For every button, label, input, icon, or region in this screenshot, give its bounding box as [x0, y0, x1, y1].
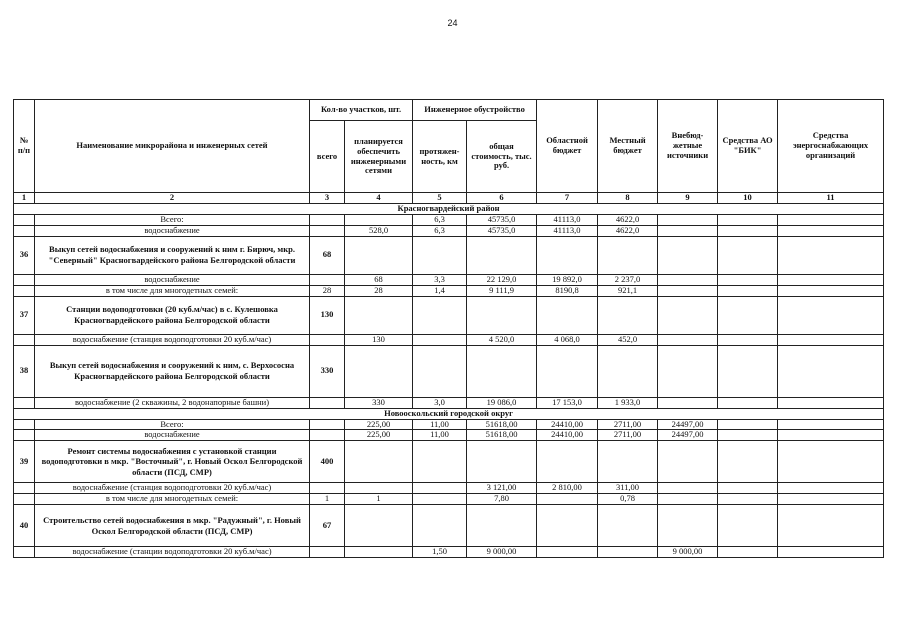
value-cell	[718, 483, 778, 494]
column-number-cell: 4	[345, 193, 413, 204]
value-cell	[14, 214, 35, 225]
value-cell	[778, 345, 884, 397]
value-cell	[310, 214, 345, 225]
value-cell: 311,00	[598, 483, 658, 494]
value-cell	[537, 345, 598, 397]
header-offbudget: Внебюд-жетные источники	[658, 100, 718, 193]
value-cell	[658, 494, 718, 505]
header-local-budget: Местный бюджет	[598, 100, 658, 193]
value-cell	[14, 494, 35, 505]
value-cell	[345, 505, 413, 547]
detail-row	[14, 494, 884, 505]
value-cell: 11,00	[413, 430, 467, 441]
column-number-row	[14, 193, 884, 204]
detail-row	[14, 547, 884, 558]
header-total: всего	[310, 121, 345, 193]
value-cell: 2 810,00	[537, 483, 598, 494]
value-cell: 2711,00	[598, 430, 658, 441]
column-number-cell: 10	[718, 193, 778, 204]
page-number: 24	[447, 18, 458, 28]
value-cell	[14, 285, 35, 296]
total-row	[14, 214, 884, 225]
value-cell: 3 121,00	[467, 483, 537, 494]
value-cell	[413, 334, 467, 345]
value-cell	[718, 214, 778, 225]
value-cell: 6,3	[413, 214, 467, 225]
value-cell: 4622,0	[598, 225, 658, 236]
value-cell	[718, 236, 778, 274]
value-cell: 9 000,00	[658, 547, 718, 558]
value-cell: 22 129,0	[467, 274, 537, 285]
value-cell	[14, 419, 35, 430]
project-row	[14, 441, 884, 483]
value-cell: 4 068,0	[537, 334, 598, 345]
value-cell: 24410,00	[537, 419, 598, 430]
value-cell	[310, 547, 345, 558]
value-cell: 9 111,9	[467, 285, 537, 296]
value-cell	[467, 296, 537, 334]
value-cell	[778, 419, 884, 430]
value-cell: 400	[310, 441, 345, 483]
value-cell	[413, 296, 467, 334]
header-cost: общая стоимость, тыс. руб.	[467, 121, 537, 193]
value-cell	[310, 397, 345, 408]
value-cell: 17 153,0	[537, 397, 598, 408]
value-cell: 7,80	[467, 494, 537, 505]
row-name-cell: Всего:	[35, 214, 310, 225]
value-cell	[658, 296, 718, 334]
value-cell: 1,4	[413, 285, 467, 296]
value-cell	[658, 397, 718, 408]
value-cell	[718, 274, 778, 285]
value-cell	[345, 441, 413, 483]
value-cell	[14, 430, 35, 441]
value-cell: 68	[310, 236, 345, 274]
value-cell: 1	[310, 494, 345, 505]
value-cell	[778, 547, 884, 558]
value-cell	[598, 441, 658, 483]
section-row	[14, 203, 884, 214]
value-cell	[718, 505, 778, 547]
value-cell	[718, 547, 778, 558]
column-number-cell: 1	[14, 193, 35, 204]
column-number-cell: 7	[537, 193, 598, 204]
project-row	[14, 296, 884, 334]
value-cell	[14, 547, 35, 558]
value-cell	[467, 441, 537, 483]
value-cell	[598, 505, 658, 547]
value-cell	[14, 274, 35, 285]
value-cell	[537, 547, 598, 558]
value-cell	[537, 494, 598, 505]
value-cell	[658, 225, 718, 236]
value-cell: 452,0	[598, 334, 658, 345]
value-cell: 24410,00	[537, 430, 598, 441]
value-cell: 9 000,00	[467, 547, 537, 558]
value-cell	[718, 334, 778, 345]
value-cell	[598, 296, 658, 334]
value-cell	[467, 236, 537, 274]
value-cell: 38	[14, 345, 35, 397]
value-cell	[778, 236, 884, 274]
value-cell	[598, 345, 658, 397]
column-number-cell: 6	[467, 193, 537, 204]
value-cell	[718, 441, 778, 483]
section-row	[14, 408, 884, 419]
value-cell: 130	[310, 296, 345, 334]
value-cell	[658, 334, 718, 345]
header-name: Наименование микрорайона и инженерных сетей	[35, 100, 310, 193]
detail-row	[14, 483, 884, 494]
header-bik: Средства АО "БИК"	[718, 100, 778, 193]
value-cell	[413, 494, 467, 505]
value-cell	[14, 483, 35, 494]
value-cell	[718, 296, 778, 334]
section-title: Новооскольский городской округ	[14, 408, 884, 419]
value-cell	[345, 296, 413, 334]
value-cell: 225,00	[345, 430, 413, 441]
detail-row	[14, 285, 884, 296]
value-cell	[658, 274, 718, 285]
total-row	[14, 419, 884, 430]
section-title: Красногвардейский район	[14, 203, 884, 214]
header-plots-group: Кол-во участков, шт.	[310, 100, 413, 121]
row-name-cell: водоснабжение (станция водоподготовки 20 куб.м/час)	[35, 483, 310, 494]
project-row	[14, 236, 884, 274]
value-cell	[658, 285, 718, 296]
column-number-cell: 2	[35, 193, 310, 204]
column-number-cell: 5	[413, 193, 467, 204]
row-name-cell: Строительство сетей водоснабжения в мкр. "Радужный", г. Новый Оскол Белгородской области (ПСД, СМР)	[35, 505, 310, 547]
header-planned: планируется обеспечить инженерными сетями	[345, 121, 413, 193]
value-cell	[537, 296, 598, 334]
value-cell: 41113,0	[537, 225, 598, 236]
row-name-cell: в том числе для многодетных семей:	[35, 494, 310, 505]
value-cell	[658, 441, 718, 483]
detail-row	[14, 430, 884, 441]
detail-row	[14, 334, 884, 345]
project-row	[14, 345, 884, 397]
header-engineering-group: Инженерное обустройство	[413, 100, 537, 121]
value-cell	[310, 483, 345, 494]
detail-row	[14, 225, 884, 236]
value-cell: 36	[14, 236, 35, 274]
value-cell: 67	[310, 505, 345, 547]
value-cell: 19 086,0	[467, 397, 537, 408]
row-name-cell: водоснабжение	[35, 225, 310, 236]
row-name-cell: водоснабжение (2 скважины, 2 водонапорные башни)	[35, 397, 310, 408]
value-cell	[658, 345, 718, 397]
value-cell: 225,00	[345, 419, 413, 430]
value-cell	[345, 547, 413, 558]
row-name-cell: водоснабжение (станции водоподготовки 20 куб.м/час)	[35, 547, 310, 558]
value-cell	[537, 505, 598, 547]
value-cell	[345, 345, 413, 397]
value-cell: 11,00	[413, 419, 467, 430]
header-length: протяжен-ность, км	[413, 121, 467, 193]
row-name-cell: Станции водоподготовки (20 куб.м/час) в с. Кулешовка Красногвардейского района Белгородской области	[35, 296, 310, 334]
value-cell	[14, 225, 35, 236]
value-cell	[598, 547, 658, 558]
value-cell	[467, 345, 537, 397]
value-cell: 24497,00	[658, 419, 718, 430]
value-cell	[718, 494, 778, 505]
row-name-cell: Выкуп сетей водоснабжения и сооружений к ним, с. Верхососна Красногвардейского района Белгородской области	[35, 345, 310, 397]
value-cell	[718, 430, 778, 441]
header-regional-budget: Областной бюджет	[537, 100, 598, 193]
value-cell: 24497,00	[658, 430, 718, 441]
value-cell	[537, 441, 598, 483]
value-cell: 3,3	[413, 274, 467, 285]
value-cell	[310, 225, 345, 236]
value-cell	[345, 214, 413, 225]
value-cell: 51618,00	[467, 419, 537, 430]
value-cell: 45735,0	[467, 214, 537, 225]
value-cell	[598, 236, 658, 274]
value-cell	[413, 441, 467, 483]
value-cell: 1	[345, 494, 413, 505]
value-cell: 39	[14, 441, 35, 483]
row-name-cell: Ремонт системы водоснабжения с установкой станции водоподготовки в мкр. "Восточный", г. Новый Оскол Белгородской области (ПСД, СМР)	[35, 441, 310, 483]
column-number-cell: 3	[310, 193, 345, 204]
value-cell: 921,1	[598, 285, 658, 296]
value-cell	[718, 225, 778, 236]
row-name-cell: водоснабжение (станция водоподготовки 20 куб.м/час)	[35, 334, 310, 345]
value-cell	[778, 430, 884, 441]
value-cell: 8190,8	[537, 285, 598, 296]
row-name-cell: водоснабжение	[35, 430, 310, 441]
value-cell	[778, 494, 884, 505]
value-cell: 2711,00	[598, 419, 658, 430]
value-cell: 45735,0	[467, 225, 537, 236]
value-cell	[778, 214, 884, 225]
value-cell	[718, 345, 778, 397]
value-cell: 51618,00	[467, 430, 537, 441]
value-cell	[345, 483, 413, 494]
value-cell	[718, 285, 778, 296]
project-row	[14, 505, 884, 547]
value-cell: 19 892,0	[537, 274, 598, 285]
column-number-cell: 11	[778, 193, 884, 204]
value-cell	[345, 236, 413, 274]
value-cell	[778, 285, 884, 296]
value-cell: 40	[14, 505, 35, 547]
row-name-cell: Выкуп сетей водоснабжения и сооружений к ним г. Бирюч, мкр. "Северный" Красногвардейского района Белгородской области	[35, 236, 310, 274]
value-cell	[413, 236, 467, 274]
value-cell	[658, 505, 718, 547]
table-body	[14, 193, 884, 558]
value-cell	[778, 397, 884, 408]
value-cell: 4622,0	[598, 214, 658, 225]
investment-table	[13, 99, 884, 558]
value-cell	[778, 225, 884, 236]
value-cell	[778, 296, 884, 334]
detail-row	[14, 274, 884, 285]
value-cell	[310, 334, 345, 345]
value-cell	[310, 274, 345, 285]
value-cell	[413, 483, 467, 494]
header-energy: Средства энергоснабжающих организаций	[778, 100, 884, 193]
value-cell	[658, 214, 718, 225]
value-cell: 28	[310, 285, 345, 296]
value-cell	[413, 505, 467, 547]
row-name-cell: водоснабжение	[35, 274, 310, 285]
value-cell: 28	[345, 285, 413, 296]
value-cell: 3,0	[413, 397, 467, 408]
value-cell	[658, 236, 718, 274]
detail-row	[14, 397, 884, 408]
value-cell: 330	[310, 345, 345, 397]
value-cell: 528,0	[345, 225, 413, 236]
value-cell	[778, 483, 884, 494]
value-cell	[778, 274, 884, 285]
value-cell	[778, 334, 884, 345]
value-cell: 1,50	[413, 547, 467, 558]
column-number-cell: 8	[598, 193, 658, 204]
value-cell: 6,3	[413, 225, 467, 236]
value-cell: 0,78	[598, 494, 658, 505]
row-name-cell: в том числе для многодетных семей:	[35, 285, 310, 296]
value-cell	[718, 397, 778, 408]
value-cell: 68	[345, 274, 413, 285]
value-cell: 1 933,0	[598, 397, 658, 408]
value-cell	[14, 397, 35, 408]
value-cell	[310, 419, 345, 430]
value-cell	[310, 430, 345, 441]
value-cell	[778, 505, 884, 547]
value-cell: 130	[345, 334, 413, 345]
value-cell	[537, 236, 598, 274]
table-header	[14, 100, 884, 193]
value-cell: 41113,0	[537, 214, 598, 225]
value-cell	[467, 505, 537, 547]
value-cell: 4 520,0	[467, 334, 537, 345]
row-name-cell: Всего:	[35, 419, 310, 430]
column-number-cell: 9	[658, 193, 718, 204]
value-cell: 37	[14, 296, 35, 334]
value-cell	[718, 419, 778, 430]
value-cell	[14, 334, 35, 345]
value-cell: 330	[345, 397, 413, 408]
header-num: № п/п	[14, 100, 35, 193]
value-cell	[778, 441, 884, 483]
value-cell: 2 237,0	[598, 274, 658, 285]
value-cell	[658, 483, 718, 494]
value-cell	[413, 345, 467, 397]
